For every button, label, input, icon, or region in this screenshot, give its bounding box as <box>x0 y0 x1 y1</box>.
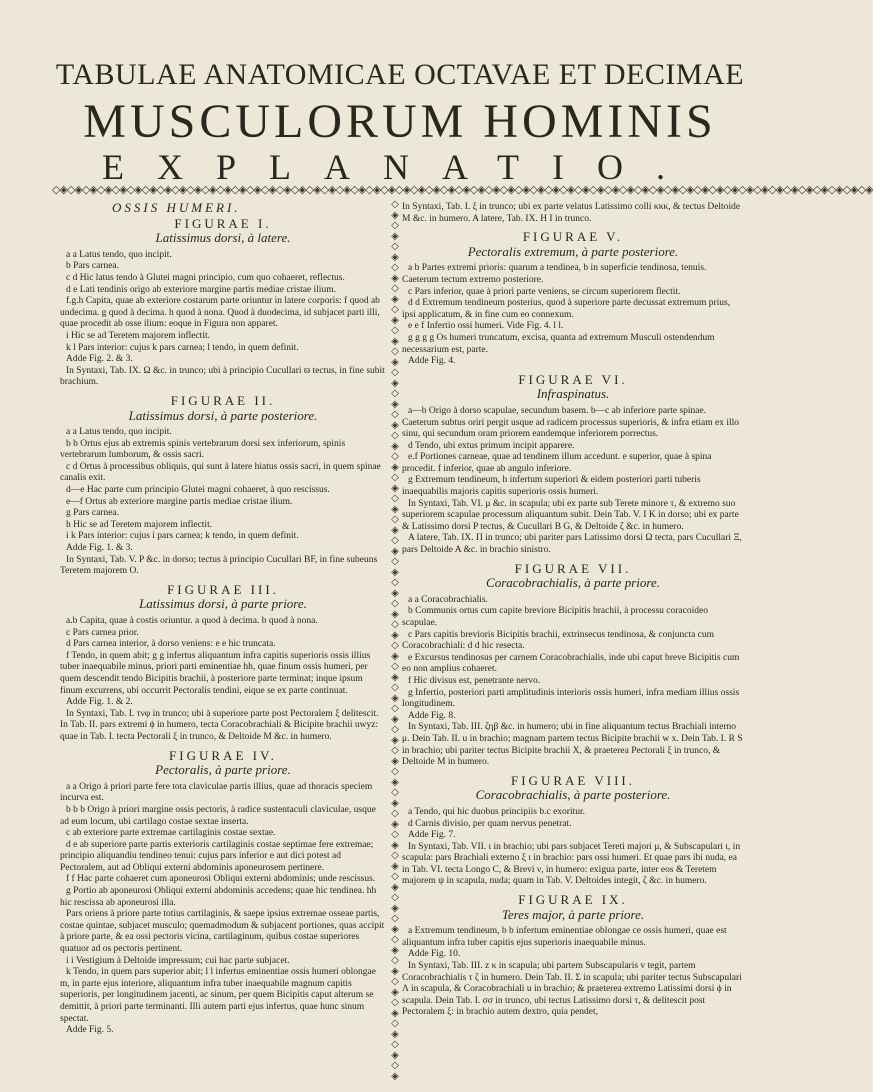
explanation-line: In Syntaxi, Tab. V. P &c. in dorso; tectus à principio Cucullari BF, in fine subeuns Teretem majorem O. <box>60 554 378 577</box>
main-title-musculorum: MUSCULORUM HOMINIS <box>83 95 717 148</box>
explanation-line: e e f Infertio ossi humeri. Vide Fig. 4. l l. <box>408 321 564 332</box>
figure-8-section <box>402 772 744 888</box>
right-column <box>402 202 744 1021</box>
explanation-line: Adde Fig. 7. <box>408 830 456 841</box>
figure-3-section <box>60 581 386 744</box>
explanation-line: a a Coracobrachialis. <box>408 594 488 605</box>
explanation-line: i k Pars interior: cujus i pars carnea; k tendo, in quem definit. <box>66 531 299 542</box>
figure-heading: FIGURAE I. <box>174 215 272 231</box>
figure-subtitle: Latissimus dorsi, à parte priore. <box>139 596 307 612</box>
explanation-line: In Syntaxi, Tab. III. ζηβ &c. in humero; ubi in fine aliquantum tectus Brachiali interno μ. Dein Tab. II. u in brachio; magnam partem tectus Bicipite brachii w x. Dein Tab. I. R S in brachio; ubi pariter tectus Bicipite brachii X, & praeterea Pectorali ξ in trunco, & Deltoide M in humero. <box>402 722 743 768</box>
explanation-line: f.g.h Capita, quae ab exteriore costarum parte oriuntur in latere corporis: f quod ab undecima. g quod à decima. h quod à nona. Quod à duodecima, id subjacet parti illi, quae procedit ab osse ilium: eoque in Figura non apparet. <box>60 296 380 330</box>
explanation-line: c Pars carnea prior. <box>66 627 139 638</box>
explanation-line: c ab exteriore parte extremae cartilaginis costae sextae. <box>66 828 276 839</box>
explanation-line: In Syntaxi, Tab. IX. Ω &c. in trunco; ubi à principio Cucullari ϖ tectus, in fine subit brachium. <box>60 365 385 388</box>
explanation-line: b Communis ortus cum capite breviore Bicipitis brachii, à processu coracoideo scapulae. <box>402 606 708 628</box>
explanation-line: g Infertio, posteriori parti amplitudinis interioris ossis humeri, infra mediam illius ossis longitudinem. <box>402 687 740 710</box>
explanation-line: Adde Fig. 4. <box>408 356 456 367</box>
explanation-line: a a Latus tendo, quo incipit. <box>66 249 172 260</box>
explanation-line: g g g g Os humeri truncatum, excisa, quanta ad extremum Musculi ostendendum necessarium est, parte. <box>402 332 715 355</box>
figure-7-section <box>402 560 744 769</box>
explanation-line: a.b Capita, quae à costis oriuntur. a quod à decima. b quod à nona. <box>66 616 318 626</box>
figure-subtitle: Coracobrachialis, à parte priore. <box>486 575 660 591</box>
figure-heading: FIGURAE IX. <box>518 892 628 908</box>
figure-heading: FIGURAE IV. <box>169 747 277 763</box>
figure-4-section <box>60 747 386 1037</box>
figure-5-section <box>402 231 744 368</box>
explanation-line: In Syntaxi, Tab. VI. μ &c. in scapula; ubi ex parte sub Terete minore τ, & extremo suo superiorem scapulae processum aliquantum subit. Dein Tab. V. I K in dorso; ubi ex parte & Latissimo dorsi P tectus, & Cucullari B G, & Deltoide ζ &c. in humero. <box>402 498 739 532</box>
explanation-line: g Extremum tendineum, h infertum superiori & eidem posteriori parti tuberis inaequabilis majoris capitis superioris ossis humeri. <box>402 475 701 498</box>
explanation-line: Adde Fig. 1. & 3. <box>66 543 133 554</box>
explanation-line: c Pars capitis brevioris Bicipitis brachii, extrinsecus tendinosa, & conjuncta cum Coracobrachiali: d d hic resecta. <box>402 629 715 652</box>
explanation-line: c d Ortus à processibus obliquis, qui sunt à latere hiatus ossis sacri, in quem spinae canalis exit. <box>60 461 381 484</box>
explanation-line: f f Hac parte cohaeret cum aponeurosi Obliqui externi abdominis; unde rescissus. <box>66 874 376 885</box>
explanation-line: Adde Fig. 8. <box>408 710 456 721</box>
figure-subtitle: Teres major, à parte priore. <box>501 906 645 922</box>
main-title: TABULAE ANATOMICAE OCTAVAE ET DECIMAE <box>55 58 745 91</box>
explanation-line: f Hic divisus est, penetrante nervo. <box>408 675 541 686</box>
explanation-line: k l Pars interior: cujus k pars carnea; l tendo, in quem definit. <box>66 342 299 353</box>
figure-subtitle: Pectoralis, à parte priore. <box>155 762 291 778</box>
section-heading-ossis-humeri: OSSIS HUMERI. <box>112 200 241 215</box>
figure-subtitle: Infraspinatus. <box>536 386 610 402</box>
explanation-line: In Syntaxi, Tab. III. z κ in scapula; ubi partem Subscapularis v tegit, partem Coracobrachialis τ ζ in humero. Dein Tab. II. Σ in scapula; ubi pariter tectus Subscapulari Λ in scapula, & Coracobrachiali u in brachio; & praeterea extremo Latissimi dorsi ϕ in scapula. Dein Tab. I. σσ in trunco, ubi tectus Latissimo dorsi τ, & delitescit post Pectoralem ξ: in brachio autem dextro, quia pendet, <box>402 961 742 1018</box>
explanation-line: d Carnis divisio, per quam nervus penetrat. <box>408 818 572 829</box>
figure-9-section <box>402 894 744 1019</box>
explanation-line: c Pars inferior, quae à priori parte veniens, se circum superiorem flectit. <box>408 286 681 297</box>
explanation-line: d Pars carnea interior, à dorso veniens: e e hic truncata. <box>66 639 276 650</box>
figure-heading: FIGURAE VIII. <box>511 772 635 788</box>
figure-1-section <box>60 215 386 389</box>
explanation-line: e Excursus tendinosus per carnem Coracobrachialis, inde ubi caput breve Bicipitis cum eo non amplius cohaeret. <box>402 652 740 675</box>
explanation-line: Adde Fig. 1. & 2. <box>66 697 133 708</box>
figure-heading: FIGURAE V. <box>522 229 624 245</box>
explanation-line: i Hic se ad Teretem majorem inflectit. <box>66 330 210 341</box>
explanation-line: a Extremum tendineum, b b infertum eminentiae oblongae ce ossis humeri, quae est aliquantum infra tuber capitis ejus superioris inaequabile minus. <box>402 926 727 948</box>
explanation-line: Adde Fig. 2. & 3. <box>66 354 133 365</box>
explanation-line: i i Vestigium à Deltoide impressum; cui hac parte subjacet. <box>66 955 290 966</box>
explanation-line: b b Ortus ejus ab extremis spinis vertebrarum dorsi sex inferiorum, spinis vertebrarum lumborum, & ossis sacri. <box>60 438 346 461</box>
explanation-line: d—e Hac parte cum principio Glutei magni cohaeret, à quo rescissus. <box>66 485 330 496</box>
figure-heading: FIGURAE III. <box>167 581 279 597</box>
explanation-line: a Tendo, qui hic duobus principiis b.c exoritur. <box>408 806 585 817</box>
figure-heading: FIGURAE VII. <box>514 560 632 576</box>
explanation-line: c d Hic latus tendo à Glutei magni principio, cum quo cohaeret, reflectus. <box>66 272 345 283</box>
figure-2-section <box>60 392 386 578</box>
explanation-line: Adde Fig. 5. <box>66 1025 114 1036</box>
figure-subtitle: Latissimus dorsi, à parte posteriore. <box>128 407 318 423</box>
explanation-line: A latere, Tab. IX. Π in trunco; ubi pariter pars Latissimo dorsi Ω tecta, pars Cucullari Ξ, pars Deltoide A &c. in brachio sinistro. <box>402 533 742 556</box>
ornament-rule: ◇◈◇◈◇◈◇◈◇◈◇◈◇◈◇◈◇◈◇◈◇◈◇◈◇◈◇◈◇◈◇◈◇◈◇◈◇◈◇◈◇◈◇◈◇◈◇◈◇◈◇◈◇◈◇◈◇◈◇◈◇◈◇◈◇◈◇◈◇◈◇◈◇◈◇◈◇◈◇◈◇◈◇◈◇◈◇◈◇◈◇◈◇◈◇◈◇◈◇◈◇◈◇◈◇◈◇◈◇◈ <box>52 184 873 196</box>
figure-subtitle: Coracobrachialis, à parte posteriore. <box>475 787 671 803</box>
explanation-line: d e Lati tendinis origo ab exteriore margine partis mediae cristae ilium. <box>66 284 336 295</box>
explanation-line: a a Origo à priori parte fere tota claviculae partis illius, quae ad thoracis speciem incurva est. <box>60 781 373 804</box>
figure-subtitle: Latissimus dorsi, à latere. <box>155 230 291 246</box>
explanation-line: a b Partes extremi prioris: quarum a tendinea, b in superficie tendinosa, tenuis. Caeterum tectum extremo posteriore. <box>402 263 707 285</box>
main-title-explanatio: EXPLANATIO. <box>102 147 698 187</box>
explanation-line: e.f Portiones carneae, quae ad tendinem illum accedunt. e superior, quae à spina procedit. f inferior, quae ab angulo inferiore. <box>402 452 712 474</box>
explanation-line: k Tendo, in quem pars superior abit; l l infertus eminentiae ossis humeri oblongae m, in parte ejus interiore, aliquantum infra tuber inaequabile magnum capitis superioris, per longitudinem jacenti, ac sinum, per quem Bicipitis caput alterum se demittit, à priori parte terminanti. Illi autem parti ejus infertus, quae hunc sinum spectat. <box>60 967 376 1024</box>
explanation-line: a a Latus tendo, quo incipit. <box>66 427 172 438</box>
explanation-line: b b b Origo à priori margine ossis pectoris, à radice sustentaculi claviculae, usque ad eum locum, ubi cartilago costae sextae inserta. <box>60 804 376 827</box>
column-divider-ornament: ◇ ◈ ◇ ◈ ◇ ◈ ◇ ◈ ◇ ◈ ◇ ◈ ◇ ◈ ◇ ◈ ◇ ◈ ◇ ◈ ◇ ◈ ◇ ◈ ◇ ◈ ◇ ◈ ◇ ◈ ◇ ◈ ◇ ◈ ◇ ◈ ◇ ◈ ◇ ◈ ◇ ◈ ◇ ◈ ◇ ◈ ◇ ◈ ◇ ◈ ◇ ◈ ◇ ◈ ◇ ◈ ◇ ◈ ◇ ◈ ◇ ◈ ◇ ◈ ◇ ◈ ◇ ◈ ◇ ◈ ◇ ◈ ◇ ◈ ◇ ◈ ◇ ◈ ◇ ◈ ◇ ◈ ◇ ◈ <box>391 199 399 1082</box>
left-column <box>60 202 386 1039</box>
figure-6-section <box>402 371 744 557</box>
explanation-line: f Tendo, in quem abit; g g infertus aliquantum infra capitis superioris ossis illius tuber inaequabile minus, priori parti eminentiae hh, quae finum ossis humeri, per quem descendit tendo Bicipitis brachii, à posteriore parte terminat; inque ipsum finum excurrens, ubi occurrit Pectoralis tendini, eique se ex parte continuat. <box>60 650 371 696</box>
explanation-line: a—b Origo à dorso scapulae, secundum basem. b—c ab inferiore parte spinae. Caeterum subtus oriri pergit usque ad radicem processus superioris, & infra etiam ex illo sinu, qui secundum oram priorem eandemque inferiorem porrectus. <box>402 405 739 440</box>
syntaxi-reference: In Syntaxi, Tab. I. ξ in trunco; ubi ex parte velatus Latissimo colli κκκ, & tectus Deltoide M &c. in humero. A latere, Tab. IX. H I in trunco. <box>402 202 741 224</box>
explanation-line: In Syntaxi, Tab. I. τνφ in trunco; ubi à superiore parte post Pectoralem ξ delitescit. In Tab. II. pars extremi ϕ in humero, tecta Coracobrachiali & Bicipite brachii uwyz: quae in Tab. I. tecta Pectorali ξ in trunco, & Deltoide M &c. in humero. <box>60 708 379 742</box>
figure-heading: FIGURAE VI. <box>518 371 628 387</box>
explanation-line: e—f Ortus ab exteriore margine partis mediae cristae ilium. <box>66 496 293 507</box>
explanation-line: In Syntaxi, Tab. VII. ι in brachio; ubi pars subjacet Tereti majori μ, & Subscapulari ι, in scapula: pars Brachiali externo ξ ι in brachio: pars ossi humeri. Et quae pars ibi nuda, ea in Tab. VI. tecta Longo C, & Brevi ν, in humero: exigua parte, inter eos & Teretem majorem ψ in scapula, nuda; quam in Tab. V. Deltoides integit, ζ &c. in humero. <box>402 841 741 887</box>
figure-subtitle: Pectoralis extremum, à parte posteriore. <box>467 243 679 259</box>
explanation-line: b Pars carnea. <box>66 261 120 272</box>
explanation-line: d e ab superiore parte partis exterioris cartilaginis costae septimae fere extremae; principio aliquandiu tendineo tenui: cujus pars inferior e aut dici potest ad Pectoralem, aut ad Obliqui externi abdominis aponeurosem pertinere. <box>60 839 374 873</box>
explanation-line: g Portio ab aponeurosi Obliqui externi abdominis accedens; quae hic tendinea. hh hic rescissa ab aponeurosi illa. <box>60 886 377 908</box>
explanation-line: Adde Fig. 10. <box>408 949 461 960</box>
explanation-line: h Hic se ad Teretem majorem inflectit. <box>66 519 213 530</box>
explanation-line: d Tendo, ubi extus primum incipit apparere. <box>408 440 575 451</box>
explanation-line: d d Extremum tendineum posterius, quod à superiore parte decussat extremum prius, ipsi applicatum, & in fine cum eo connexum. <box>402 298 731 320</box>
explanation-line: g Pars carnea. <box>66 508 120 519</box>
explanation-line: Pars oriens à priore parte totius cartilaginis, & saepe ipsius extremae osseae partis, costae quintae, subjacet musculo; quemadmodum & subjacent portiones, quas accipit à priore parte, & ea ossi pectoris vicina, cartilaginum, quibus costae superiores quatuor ad os pectoris pertinent. <box>60 909 385 955</box>
figure-heading: FIGURAE II. <box>170 392 276 408</box>
